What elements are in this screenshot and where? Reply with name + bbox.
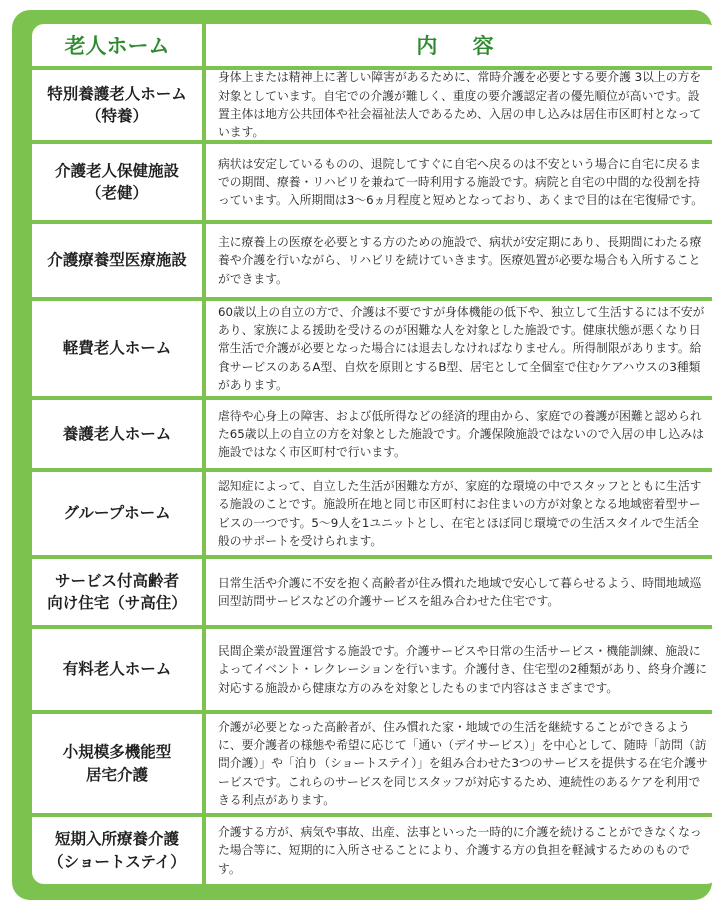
table-frame xyxy=(12,10,712,900)
header-name-column: 老人ホーム xyxy=(32,24,202,66)
facility-description: 身体上または精神上に著しい障害があるために、常時介護を必要とする要介護 3以上の方を対象としています。自宅での介護が難しく、重度の要介護認定者の優先順位が高いです。設置主体は地方公共団体や社会福祉法人であるため、入居の申し込みは居住市区町村となっています。 xyxy=(206,70,718,140)
facility-name: 特別養護老人ホーム （特養） xyxy=(32,70,202,140)
facility-description: 日常生活や介護に不安を抱く高齢者が住み慣れた地域で安心して暮らせるよう、時間地域巡回型訪問サービスなどの介護サービスを組み合わせた住宅です。 xyxy=(206,559,718,625)
facility-name: 小規模多機能型 居宅介護 xyxy=(32,714,202,813)
table-row xyxy=(32,472,718,555)
facility-description: 介護が必要となった高齢者が、住み慣れた家・地域での生活を継続することができるように、要介護者の様態や希望に応じて「通い（デイサービス）」を中心として、随時「訪問（訪問介護）」や「泊り（ショートステイ）」を組み合わせた3つのサービスを提供する在宅介護サービスです。これらのサービスを同じスタッフが対応するため、連続性のあるケアを利用できる利点があります。 xyxy=(206,714,718,813)
facility-description: 60歳以上の自立の方で、介護は不要ですが身体機能の低下や、独立して生活するには不安があり、家族による援助を受けるのが困難な人を対象とした施設です。健康状態が悪くなり日常生活で介護が必要となった場合には退去しなければなりません。所得制限があります。給食サービスのあるA型、自炊を原則とするB型、居宅として全個室で住むケアハウスの3種類があります。 xyxy=(206,301,718,396)
facility-description: 虐待や心身上の障害、および低所得などの経済的理由から、家庭での養護が困難と認められた65歳以上の自立の方を対象とした施設です。介護保険施設ではないので入居の申し込みは施設ではなく市区町村で行います。 xyxy=(206,400,718,468)
facility-name: サービス付高齢者 向け住宅（サ高住） xyxy=(32,559,202,625)
table-row xyxy=(32,817,718,884)
table-row xyxy=(32,714,718,813)
facility-name: 介護老人保健施設 （老健） xyxy=(32,144,202,220)
facility-description: 認知症によって、自立した生活が困難な方が、家庭的な環境の中でスタッフとともに生活する施設のことです。施設所在地と同じ市区町村にお住まいの方が対象となる地域密着型サービスの一つです。5〜9人を1ユニットとし、在宅とほぼ同じ環境での生活スタイルで生活全般のサポートを受けられます。 xyxy=(206,472,718,555)
facility-description: 民間企業が設置運営する施設です。介護サービスや日常の生活サービス・機能訓練、施設によってイベント・レクレーションを行います。介護付き、住宅型の2種類があり、終身介護に対応する施設から健康な方のみを対象としたものまで内容はさまざまです。 xyxy=(206,629,718,710)
facility-name: 介護療養型医療施設 xyxy=(32,224,202,297)
facility-name: グループホーム xyxy=(32,472,202,555)
header-desc-column: 内 容 xyxy=(206,24,718,66)
facility-description: 病状は安定しているものの、退院してすぐに自宅へ戻るのは不安という場合に自宅に戻るまでの期間、療養・リハビリを兼ねて一時利用する施設です。病院と自宅の中間的な役割を持っています。入所期間は3〜6ヵ月程度と短めとなっており、あくまで目的は在宅復帰です。 xyxy=(206,144,718,220)
facility-description: 主に療養上の医療を必要とする方のための施設で、病状が安定期にあり、長期間にわたる療養や介護を行いながら、リハビリを続けていきます。医療処置が必要な場合も入所することができます。 xyxy=(206,224,718,297)
facility-name: 軽費老人ホーム xyxy=(32,301,202,396)
facility-description: 介護する方が、病気や事故、出産、法事といった一時的に介護を続けることができなくなった場合等に、短期的に入所させることにより、介護する方の負担を軽減するためのものです。 xyxy=(206,817,718,884)
table-row xyxy=(32,400,718,468)
facility-name: 短期入所療養介護 （ショートステイ） xyxy=(32,817,202,884)
table-row xyxy=(32,629,718,710)
table-row xyxy=(32,144,718,220)
table-row xyxy=(32,70,718,140)
table-header xyxy=(32,24,718,66)
facility-table xyxy=(32,24,718,900)
table-row xyxy=(32,301,718,396)
facility-name: 有料老人ホーム xyxy=(32,629,202,710)
table-row xyxy=(32,559,718,625)
facility-name: 養護老人ホーム xyxy=(32,400,202,468)
table-row xyxy=(32,224,718,297)
table-body xyxy=(32,70,718,884)
